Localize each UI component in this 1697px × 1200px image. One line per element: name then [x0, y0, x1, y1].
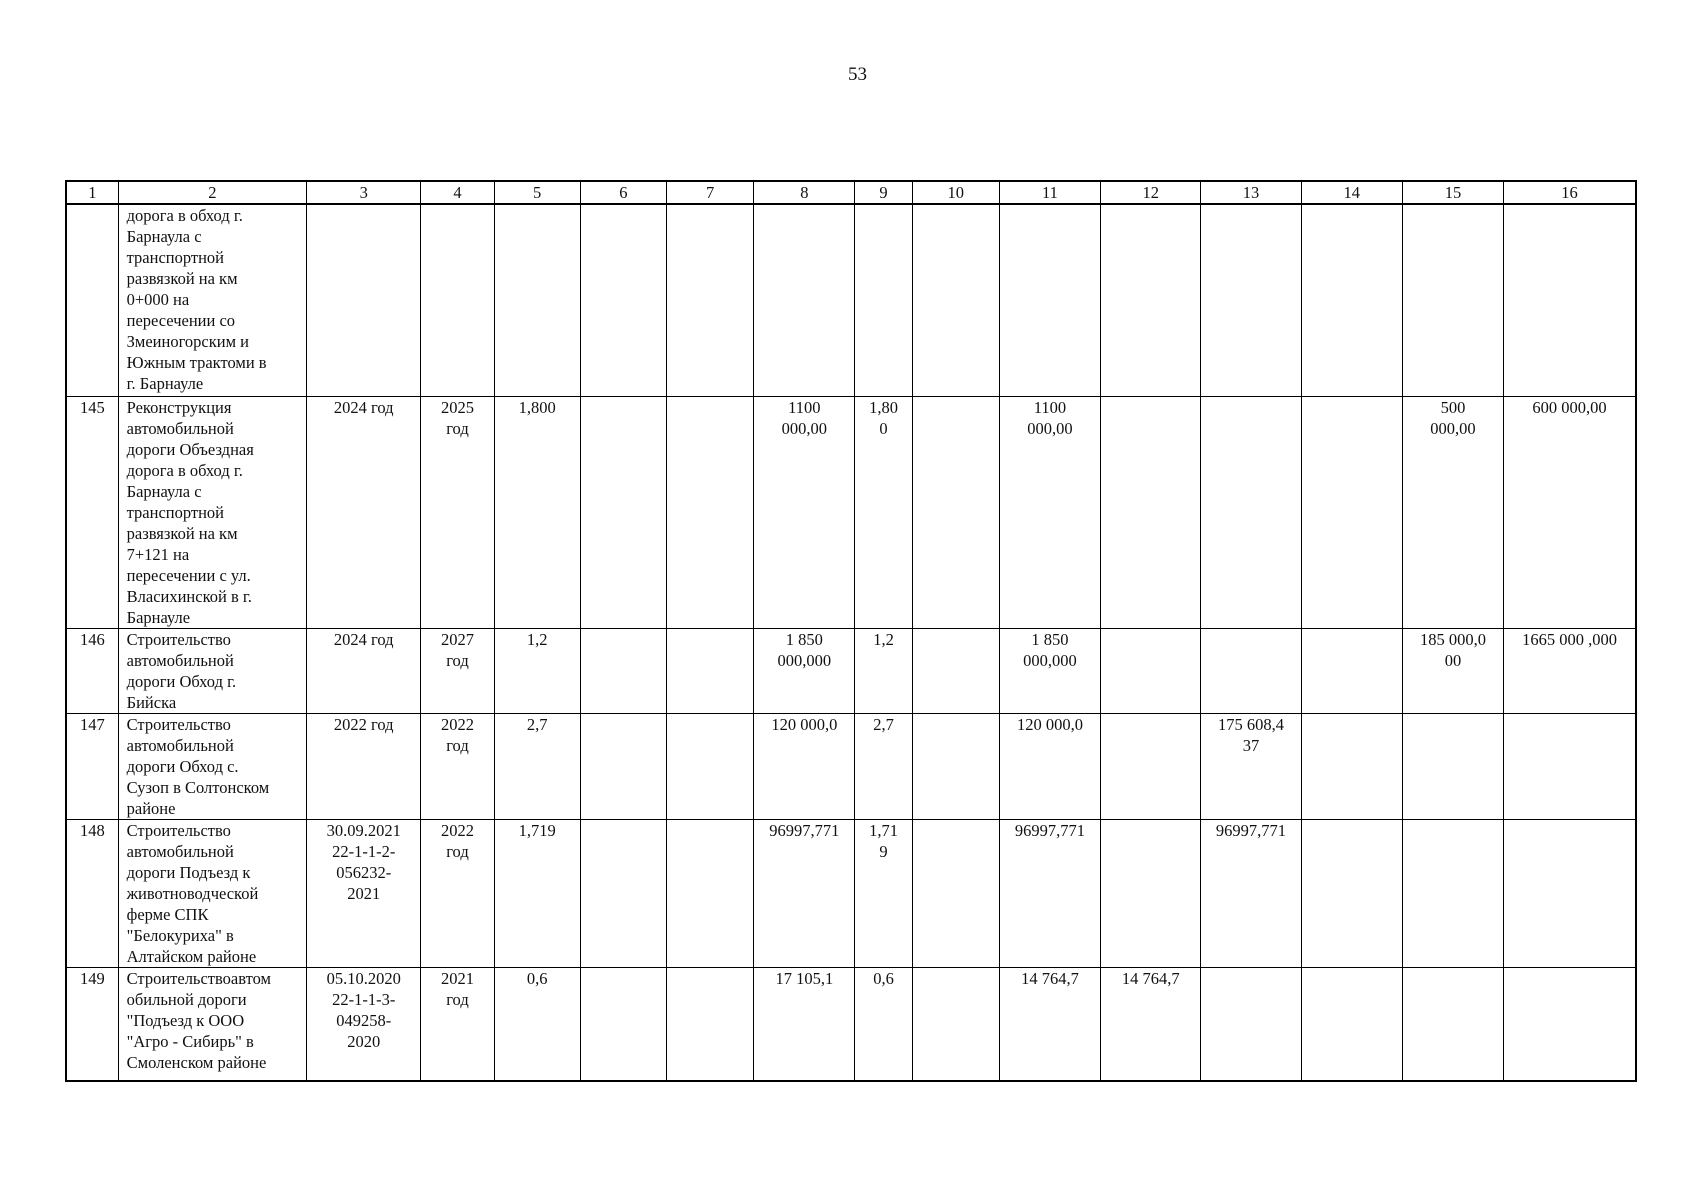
cell-9-text: 1,80 0 [869, 397, 898, 438]
cell-5: 2,7 [494, 713, 580, 819]
column-header: 15 [1402, 181, 1503, 204]
cell-16 [1504, 967, 1636, 1081]
cell-16: 600 000,00 [1504, 396, 1636, 628]
cell-7 [666, 713, 753, 819]
cell-13 [1201, 819, 1301, 967]
cell-14 [1301, 819, 1402, 967]
cell-5: 1,2 [494, 628, 580, 713]
cell-4 [421, 967, 494, 1081]
cell-9 [855, 713, 912, 819]
cell-9-text: 1,2 [873, 629, 894, 649]
object-name-cell [118, 713, 306, 819]
column-header: 9 [855, 181, 912, 204]
cell-7 [666, 204, 753, 396]
column-header: 2 [118, 181, 306, 204]
cell-4-text: 2025 год [440, 397, 474, 438]
object-name-text: Строительствоавтом обильной дороги "Подъезд к ООО "Агро - Сибирь" в Смоленском районе [126, 968, 271, 1072]
cell-12 [1101, 819, 1201, 967]
cell-11 [999, 628, 1100, 713]
cell-4-text: 2022 год [440, 820, 474, 861]
cell-3 [307, 396, 421, 628]
cell-8-text: 1100 000,00 [781, 397, 828, 438]
cell-14 [1301, 967, 1402, 1081]
column-header: 11 [999, 181, 1100, 204]
cell-11-text: 1100 000,00 [1027, 397, 1073, 438]
row-number-cell: 145 [66, 396, 118, 628]
cell-11 [999, 396, 1100, 628]
cell-12 [1101, 628, 1201, 713]
cell-11 [999, 967, 1100, 1081]
cell-12 [1101, 396, 1201, 628]
cell-15 [1402, 967, 1503, 1081]
header-row [66, 181, 1636, 204]
cell-5: 1,719 [494, 819, 580, 967]
cell-9 [855, 967, 912, 1081]
cell-16: 1665 000 ,000 [1504, 628, 1636, 713]
cell-14 [1301, 628, 1402, 713]
object-name-text: Строительство автомобильной дороги Обход г. Бийска [126, 629, 237, 712]
cell-4 [421, 396, 494, 628]
column-header: 4 [421, 181, 494, 204]
cell-7 [666, 819, 753, 967]
cell-4 [421, 713, 494, 819]
cell-9-text: 0,6 [873, 968, 894, 988]
table-row [66, 819, 1636, 967]
cell-13 [1201, 713, 1301, 819]
cell-12: 14 764,7 [1101, 967, 1201, 1081]
cell-8 [754, 396, 855, 628]
cell-9 [855, 628, 912, 713]
cell-15 [1402, 204, 1503, 396]
row-number-cell: 149 [66, 967, 118, 1081]
column-header: 3 [307, 181, 421, 204]
cell-8 [754, 204, 855, 396]
column-header: 8 [754, 181, 855, 204]
cell-4 [421, 819, 494, 967]
cell-12 [1101, 204, 1201, 396]
cell-7 [666, 628, 753, 713]
cell-3-text: 2022 год [333, 714, 394, 734]
object-name-cell [118, 819, 306, 967]
cell-5: 0,6 [494, 967, 580, 1081]
cell-10 [912, 628, 999, 713]
row-number-cell: 147 [66, 713, 118, 819]
object-name-cell [118, 396, 306, 628]
cell-15 [1402, 396, 1503, 628]
column-header: 16 [1504, 181, 1636, 204]
cell-3-text: 2024 год [333, 629, 394, 649]
cell-3 [307, 628, 421, 713]
cell-10 [912, 204, 999, 396]
object-name-text: дорога в обход г. Барнаула с транспортной развязкой на км 0+000 на пересечении со Змеиногорским и Южным трактоми в г. Барнауле [126, 206, 267, 393]
cell-6 [580, 967, 666, 1081]
cell-3 [307, 819, 421, 967]
cell-6 [580, 628, 666, 713]
row-number-cell: 148 [66, 819, 118, 967]
column-header: 12 [1101, 181, 1201, 204]
cell-3-text: 2024 год [333, 397, 394, 417]
cell-15-text: 185 000,0 00 [1419, 629, 1486, 670]
cell-8 [754, 713, 855, 819]
cell-3 [307, 967, 421, 1081]
table-row [66, 967, 1636, 1081]
cell-10 [912, 819, 999, 967]
object-name-cell [118, 204, 306, 396]
cell-11-text: 14 764,7 [1021, 968, 1079, 988]
cell-4-text: 2022 год [440, 714, 474, 755]
cell-9 [855, 396, 912, 628]
cell-16 [1504, 819, 1636, 967]
cell-6 [580, 396, 666, 628]
table-row [66, 713, 1636, 819]
cell-16 [1504, 713, 1636, 819]
cell-11-text: 96997,771 [1014, 820, 1085, 840]
object-name-cell [118, 967, 306, 1081]
cell-13 [1201, 967, 1301, 1081]
cell-8-text: 96997,771 [769, 820, 840, 840]
cell-5: 1,800 [494, 396, 580, 628]
cell-11 [999, 204, 1100, 396]
column-header: 7 [666, 181, 753, 204]
cell-13-text: 175 608,4 37 [1217, 714, 1284, 755]
cell-8 [754, 628, 855, 713]
cell-9-text: 2,7 [873, 714, 894, 734]
cell-8-text: 1 850 000,000 [777, 629, 832, 670]
cell-15 [1402, 628, 1503, 713]
cell-6 [580, 204, 666, 396]
cell-8-text: 17 105,1 [775, 968, 834, 988]
cell-8 [754, 967, 855, 1081]
cell-13 [1201, 204, 1301, 396]
cell-6 [580, 713, 666, 819]
cell-3-text: 05.10.2020 22-1-1-3- 049258- 2020 [326, 968, 401, 1051]
cell-15-text: 500 000,00 [1430, 397, 1476, 438]
cell-11 [999, 819, 1100, 967]
cell-9-text: 1,71 9 [869, 820, 898, 861]
cell-3 [307, 713, 421, 819]
object-name-text: Строительство автомобильной дороги Обход с. Сузоп в Солтонском районе [126, 714, 270, 818]
cell-5 [494, 204, 580, 396]
object-name-text: Реконструкция автомобильной дороги Объездная дорога в обход г. Барнаула с транспортной развязкой на км 7+121 на пересечении с ул. Власихинской в г. Барнауле [126, 397, 254, 627]
table-row [66, 628, 1636, 713]
data-table [65, 180, 1637, 1082]
column-header: 13 [1201, 181, 1301, 204]
cell-11-text: 120 000,0 [1016, 714, 1083, 734]
cell-9 [855, 204, 912, 396]
object-name-text: Строительство автомобильной дороги Подъезд к животноводческой ферме СПК "Белокуриха" в Алтайском районе [126, 820, 259, 966]
cell-7 [666, 396, 753, 628]
column-header: 6 [580, 181, 666, 204]
cell-10 [912, 396, 999, 628]
cell-15 [1402, 819, 1503, 967]
cell-10 [912, 967, 999, 1081]
column-header: 1 [66, 181, 118, 204]
object-name-cell [118, 628, 306, 713]
cell-10 [912, 713, 999, 819]
cell-8 [754, 819, 855, 967]
page-number: 53 [848, 64, 867, 85]
cell-16 [1504, 204, 1636, 396]
cell-11 [999, 713, 1100, 819]
cell-6 [580, 819, 666, 967]
cell-4-text: 2027 год [440, 629, 474, 670]
column-header: 14 [1301, 181, 1402, 204]
cell-4-text: 2021 год [440, 968, 474, 1009]
column-header: 10 [912, 181, 999, 204]
cell-7 [666, 967, 753, 1081]
table-row [66, 396, 1636, 628]
cell-11-text: 1 850 000,000 [1023, 629, 1077, 670]
cell-4 [421, 204, 494, 396]
column-header: 5 [494, 181, 580, 204]
cell-15 [1402, 713, 1503, 819]
cell-13-text: 96997,771 [1215, 820, 1286, 840]
row-number-cell [66, 204, 118, 396]
cell-4 [421, 628, 494, 713]
cell-13 [1201, 628, 1301, 713]
table-row [66, 204, 1636, 396]
cell-8-text: 120 000,0 [771, 714, 838, 734]
cell-3 [307, 204, 421, 396]
cell-14 [1301, 713, 1402, 819]
cell-13 [1201, 396, 1301, 628]
cell-14 [1301, 396, 1402, 628]
cell-14 [1301, 204, 1402, 396]
cell-9 [855, 819, 912, 967]
cell-12 [1101, 713, 1201, 819]
cell-3-text: 30.09.2021 22-1-1-2- 056232- 2021 [326, 820, 401, 903]
row-number-cell: 146 [66, 628, 118, 713]
